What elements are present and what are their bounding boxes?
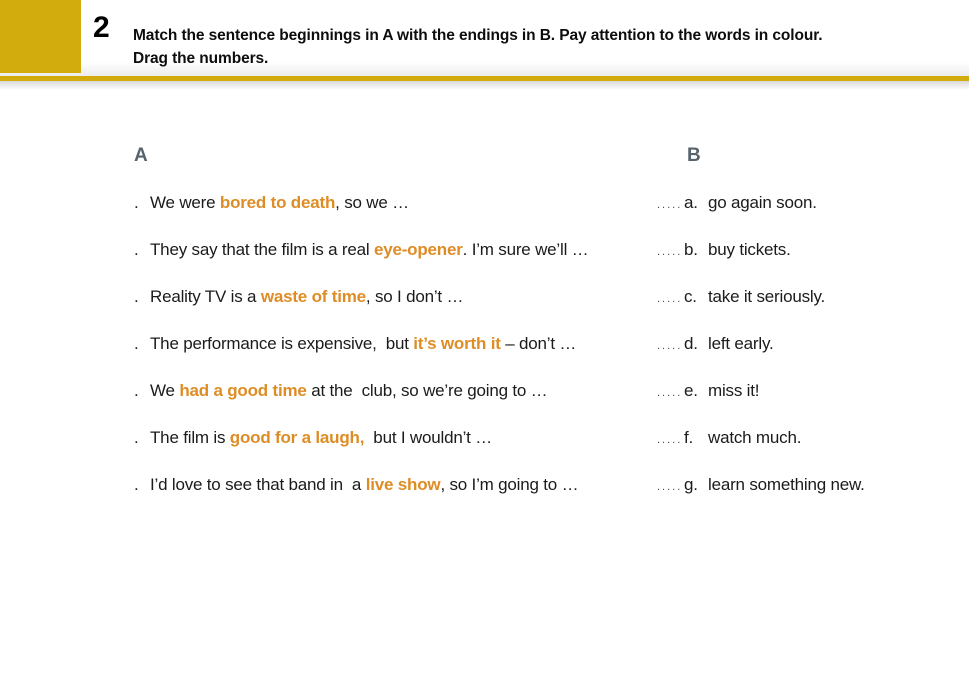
ending-letter-f: f. — [684, 428, 694, 447]
sentence-text: , so we … — [335, 193, 409, 212]
exercise-number: 2 — [93, 11, 110, 44]
divider-shadow — [0, 81, 969, 90]
instruction-line-1: Match the sentence beginnings in A with the endings in B. Pay attention to the words in colour. — [133, 27, 823, 44]
answer-drop-slot-c[interactable]: ..... — [657, 293, 683, 305]
sentence-text: . I’m sure we’ll … — [462, 240, 589, 259]
column-b — [657, 145, 957, 508]
answer-drop-slot-b[interactable]: ..... — [657, 246, 683, 258]
highlighted-phrase: live show — [365, 475, 441, 494]
sentence-text: at the club, so we’re going to … — [306, 381, 548, 400]
ending-row-g — [657, 461, 957, 508]
highlighted-phrase: good for a laugh, — [229, 428, 365, 447]
ending-letter-b: b. — [684, 240, 698, 259]
answer-drop-slot-a[interactable]: ..... — [657, 199, 683, 211]
ending-text-c: take it seriously. — [708, 287, 826, 306]
ending-letter-c: c. — [684, 287, 697, 306]
sentence-text: The performance is expensive, but — [150, 334, 414, 353]
sentence-row-6 — [134, 414, 644, 461]
number-slot-6[interactable]: . — [134, 428, 139, 447]
answer-drop-slot-d[interactable]: ..... — [657, 340, 683, 352]
sentence-row-1 — [134, 179, 644, 226]
ending-row-d — [657, 320, 957, 367]
sentence-text: The film is — [150, 428, 230, 447]
sentence-text: but I wouldn’t … — [364, 428, 493, 447]
highlighted-phrase: bored to death — [219, 193, 336, 212]
ending-row-a — [657, 179, 957, 226]
sentence-1 — [150, 193, 409, 212]
ending-letter-d: d. — [684, 334, 698, 353]
sentence-text: Reality TV is a — [150, 287, 261, 306]
highlighted-phrase: waste of time — [260, 287, 366, 306]
instruction-line-2: Drag the numbers. — [133, 50, 269, 67]
column-a-label: A — [134, 145, 148, 166]
sentence-row-4 — [134, 320, 644, 367]
highlighted-phrase: it’s worth it — [413, 334, 501, 353]
ending-letter-e: e. — [684, 381, 698, 400]
ending-row-b — [657, 226, 957, 273]
sentence-text: , so I don’t … — [365, 287, 464, 306]
sentence-row-5 — [134, 367, 644, 414]
sentence-7 — [150, 475, 578, 494]
sentence-row-3 — [134, 273, 644, 320]
number-slot-2[interactable]: . — [134, 240, 139, 259]
sentence-text: We were — [150, 193, 220, 212]
number-slot-3[interactable]: . — [134, 287, 139, 306]
number-slot-5[interactable]: . — [134, 381, 139, 400]
sentence-text: , so I’m going to … — [440, 475, 579, 494]
sentence-row-2 — [134, 226, 644, 273]
sentence-text: They say that the film is a real — [150, 240, 374, 259]
ending-letter-a: a. — [684, 193, 698, 212]
sentence-6 — [150, 428, 492, 447]
ending-text-d: left early. — [708, 334, 774, 353]
ending-text-g: learn something new. — [708, 475, 865, 494]
number-slot-7[interactable]: . — [134, 475, 139, 494]
answer-drop-slot-g[interactable]: ..... — [657, 481, 683, 493]
column-a — [134, 145, 644, 508]
ending-row-f — [657, 414, 957, 461]
sentence-3 — [150, 287, 463, 306]
sentence-text: We — [150, 381, 180, 400]
ending-row-c — [657, 273, 957, 320]
ending-text-f: watch much. — [708, 428, 802, 447]
sentence-text: – don’t … — [500, 334, 577, 353]
highlighted-phrase: eye-opener — [373, 240, 463, 259]
sentence-text: I’d love to see that band in a — [150, 475, 366, 494]
ending-row-e — [657, 367, 957, 414]
number-slot-1[interactable]: . — [134, 193, 139, 212]
ending-text-e: miss it! — [708, 381, 760, 400]
sentence-4 — [150, 334, 576, 353]
number-slot-4[interactable]: . — [134, 334, 139, 353]
ending-text-a: go again soon. — [708, 193, 817, 212]
accent-square — [0, 0, 81, 73]
answer-drop-slot-f[interactable]: ..... — [657, 434, 683, 446]
ending-text-b: buy tickets. — [708, 240, 791, 259]
ending-letter-g: g. — [684, 475, 698, 494]
highlighted-phrase: had a good time — [179, 381, 307, 400]
sentence-2 — [150, 240, 588, 259]
sentence-5 — [150, 381, 547, 400]
exercise-header — [0, 0, 969, 76]
column-b-label: B — [687, 145, 701, 166]
answer-drop-slot-e[interactable]: ..... — [657, 387, 683, 399]
sentence-row-7 — [134, 461, 644, 508]
instruction-text — [133, 24, 822, 70]
